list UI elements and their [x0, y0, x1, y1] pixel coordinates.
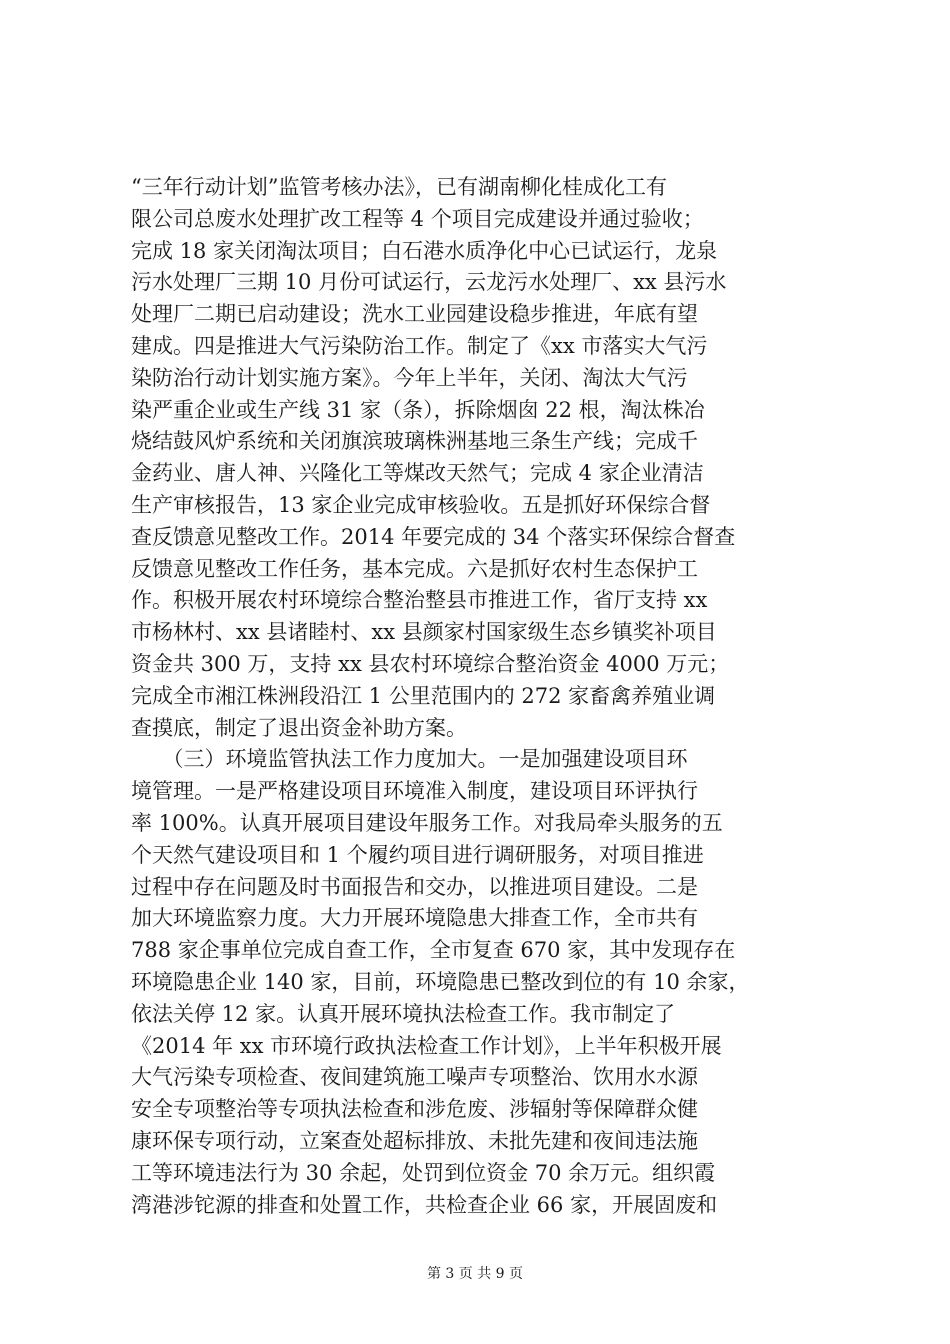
body-text [131, 172, 831, 1221]
text-line: 湾港涉铊源的排查和处置工作，共检查企业 66 家，开展固废和 [131, 1192, 718, 1217]
text-line: 完成 18 家关闭淘汰项目；白石港水质净化中心已试运行，龙泉 [131, 238, 718, 263]
text-line: 依法关停 12 家。认真开展环境执法检查工作。我市制定了 [131, 1001, 676, 1026]
text-line: 限公司总废水处理扩改工程等 4 个项目完成建设并通过验收； [131, 206, 704, 231]
text-line: 查摸底，制定了退出资金补助方案。 [131, 715, 467, 740]
text-line: 《2014 年 xx 市环境行政执法检查工作计划》，上半年积极开展 [131, 1033, 722, 1058]
text-line: “三年行动计划”监管考核办法》，已有湖南柳化桂成化工有 [131, 175, 667, 199]
text-line: 市杨林村、xx 县诸睦村、xx 县颜家村国家级生态乡镇奖补项目 [131, 620, 717, 645]
text-line: 污水处理厂三期 10 月份可试运行，云龙污水处理厂、xx 县污水 [131, 270, 727, 295]
text-line: 建成。四是推进大气污染防治工作。制定了《xx 市落实大气污 [131, 333, 708, 358]
text-line: 查反馈意见整改工作。2014 年要完成的 34 个落实环保综合督查 [131, 524, 736, 549]
text-line: 环境隐患企业 140 家，目前，环境隐患已整改到位的有 10 余家， [131, 969, 750, 994]
text-line: 处理厂二期已启动建设；洗水工业园建设稳步推进，年底有望 [131, 302, 698, 327]
text-line: 788 家企事单位完成自查工作，全市复查 670 家，其中发现存在 [131, 938, 736, 963]
text-line: 染严重企业或生产线 31 家（条），拆除烟囱 22 根，淘汰株冶 [131, 397, 705, 422]
text-line: 大气污染专项检查、夜间建筑施工噪声专项整治、饮用水水源 [131, 1065, 698, 1090]
text-line: 工等环境违法行为 30 余起，处罚到位资金 70 余万元。组织霞 [131, 1160, 716, 1185]
text-line: 烧结鼓风炉系统和关闭旗滨玻璃株洲基地三条生产线；完成千 [131, 429, 698, 454]
text-line: 生产审核报告，13 家企业完成审核验收。五是抓好环保综合督 [131, 492, 711, 517]
text-line: 资金共 300 万，支持 xx 县农村环境综合整治资金 4000 万元； [131, 651, 730, 676]
text-line: （三）环境监管执法工作力度加大。一是加强建设项目环 [131, 747, 688, 772]
page-footer: 第 3 页 共 9 页 [426, 1266, 524, 1282]
text-line: 个天然气建设项目和 1 个履约项目进行调研服务，对项目推进 [131, 842, 704, 867]
text-line: 过程中存在问题及时书面报告和交办，以推进项目建设。二是 [131, 874, 698, 899]
text-line: 反馈意见整改工作任务，基本完成。六是抓好农村生态保护工 [131, 556, 698, 581]
text-line: 安全专项整治等专项执法检查和涉危废、涉辐射等保障群众健 [131, 1097, 698, 1122]
text-line: 加大环境监察力度。大力开展环境隐患大排查工作，全市共有 [131, 906, 698, 931]
text-line: 康环保专项行动，立案查处超标排放、未批先建和夜间违法施 [131, 1128, 698, 1153]
text-line: 率 100%。认真开展项目建设年服务工作。对我局牵头服务的五 [131, 810, 723, 835]
text-line: 金药业、唐人神、兴隆化工等煤改天然气；完成 4 家企业清洁 [131, 461, 704, 486]
text-line: 染防治行动计划实施方案》。今年上半年，关闭、淘汰大气污 [131, 365, 688, 390]
text-line: 完成全市湘江株洲段沿江 1 公里范围内的 272 家畜禽养殖业调 [131, 683, 716, 708]
text-line: 作。积极开展农村环境综合整治整县市推进工作，省厅支持 xx [131, 588, 708, 613]
text-line: 境管理。一是严格建设项目环境准入制度，建设项目环评执行 [131, 779, 698, 804]
